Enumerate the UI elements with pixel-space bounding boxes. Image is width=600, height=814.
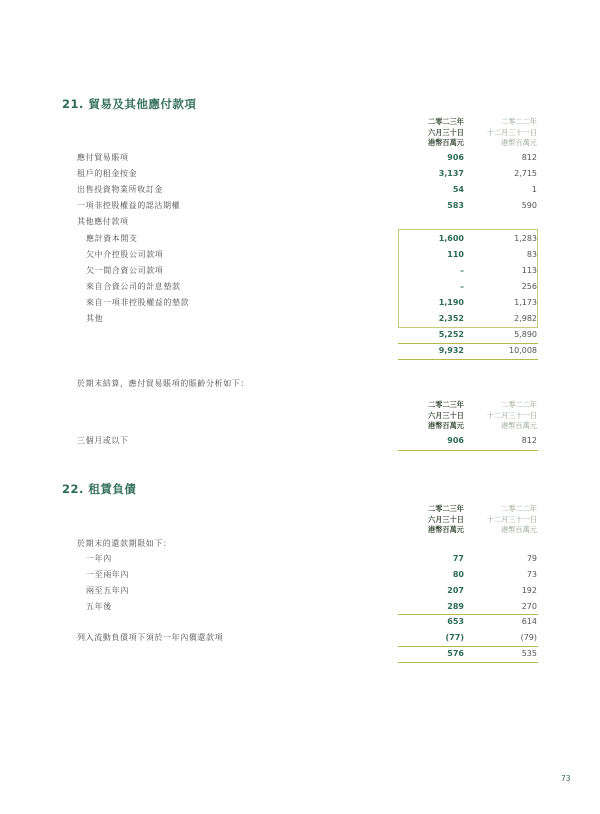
col-header-current: 二零二三年 六月三十日 港幣百萬元 [428,117,464,147]
table-row: 列入流動負債項下須於一年內償還款項 (77) (79) [77,633,537,642]
rule [398,450,538,451]
page-number: 73 [561,774,571,783]
table-row: 欠中介控股公司款項 110 83 [86,250,537,259]
table-row: 欠一間合資公司款項 – 113 [86,266,537,275]
col-header-prior: 二零二二年 十二月三十一日 港幣百萬元 [486,400,537,430]
section-22-title: 22. 租賃負債 [62,482,137,496]
table-row: 其他應付款項 [77,217,129,226]
rule [398,662,538,663]
col-header-current: 二零二三年 六月三十日 港幣百萬元 [428,400,464,430]
table-row: 應付貿易賬項 906 812 [77,153,537,162]
total-row: 576 535 [447,649,537,658]
table-row: 租戶的租金按金 3,137 2,715 [77,169,537,178]
table-row: 兩至五年內 207 192 [86,586,537,595]
table-row: 一項非控股權益的認沽期權 583 590 [77,201,537,210]
col-header-prior: 二零二二年 十二月三十一日 港幣百萬元 [486,117,537,147]
rule [398,359,538,360]
table-row: 出售投資物業所收訂金 54 1 [77,185,537,194]
maturity-note: 於期末的還款期限如下： [77,539,172,548]
table-row: 來自合資公司的計息墊款 – 256 [86,282,537,291]
table-row: 一至兩年內 80 73 [86,570,537,579]
subtotal-row: 5,252 5,890 [438,330,537,339]
subtotal-row: 653 614 [447,617,537,626]
col-header-current: 二零二三年 六月三十日 港幣百萬元 [428,504,464,534]
total-row: 9,932 10,008 [438,346,537,355]
col-header-prior: 二零二二年 十二月三十一日 港幣百萬元 [486,504,537,534]
section-21-title: 21. 貿易及其他應付款項 [62,97,197,111]
table-row: 其他 2,352 2,982 [86,314,537,323]
aging-note: 於期末結算，應付貿易賬項的賬齡分析如下： [77,379,249,388]
table-row: 三個月或以下 906 812 [77,436,537,445]
table-row: 一年內 77 79 [86,554,537,563]
table-row: 來自一項非控股權益的墊款 1,190 1,173 [86,298,537,307]
table-row: 應計資本開支 1,600 1,283 [86,234,537,243]
table-row: 五年後 289 270 [86,602,537,611]
